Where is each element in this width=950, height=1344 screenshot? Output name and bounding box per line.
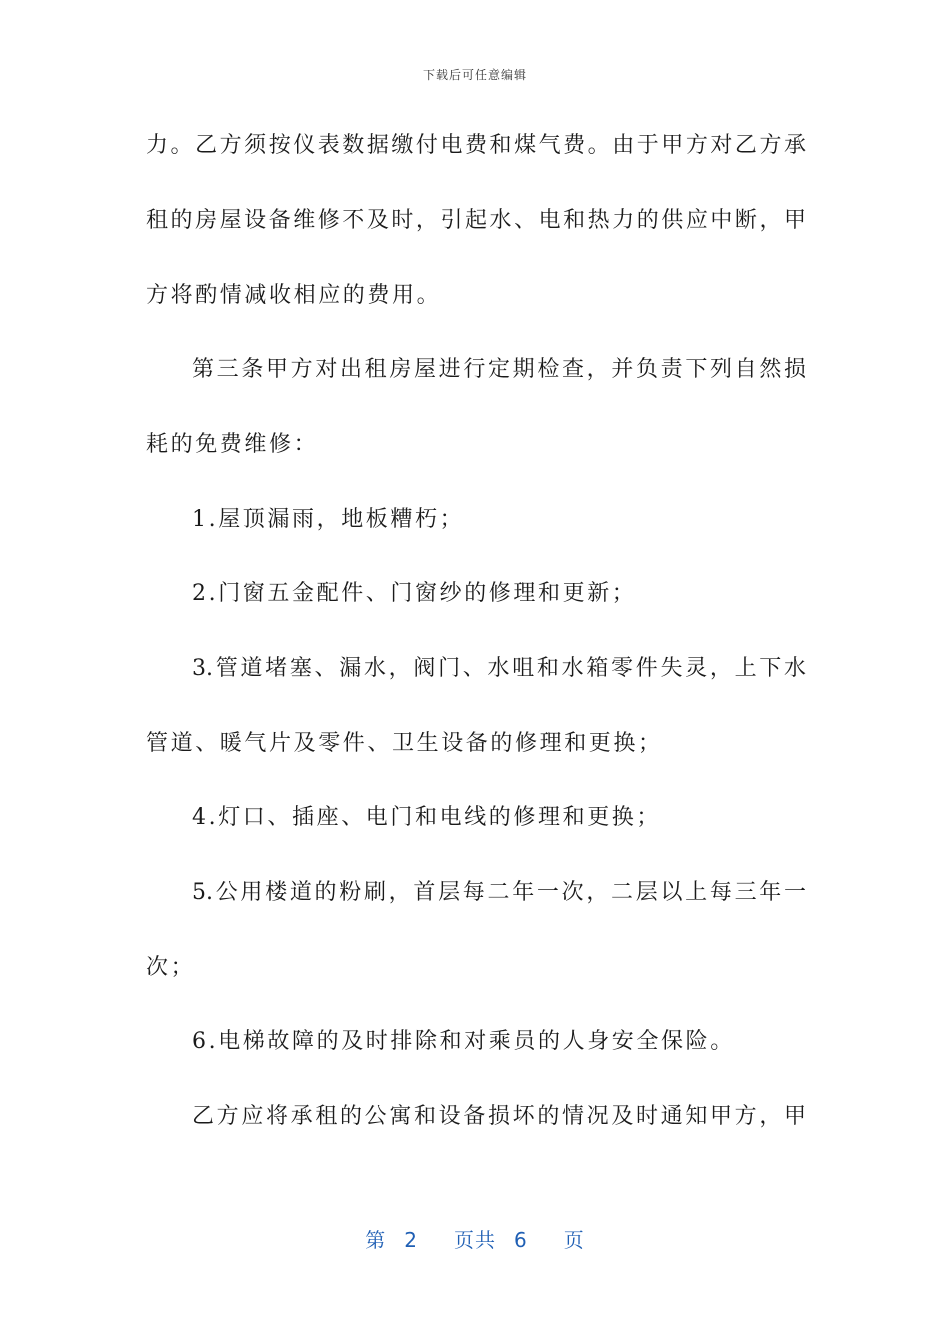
list-item-2: 2.门窗五金配件、门窗纱的修理和更新； [192,581,637,606]
list-item-6: 6.电梯故障的及时排除和对乘员的人身安全保险。 [192,1029,735,1054]
footer-mid: 页共 [454,1228,496,1252]
text-line-4: 第三条甲方对出租房屋进行定期检查，并负责下列自然损 [192,357,806,382]
total-pages-number: 6 [514,1228,528,1252]
list-item-4: 4.灯口、插座、电门和电线的修理和更换； [192,805,661,830]
footer-suffix: 页 [563,1228,585,1252]
list-item-3: 3.管道堵塞、漏水，阀门、水咀和水箱零件失灵，上下水 [192,656,806,681]
current-page-number: 2 [404,1228,418,1252]
list-item-5-cont: 次； [146,955,196,980]
text-line-2: 租的房屋设备维修不及时，引起水、电和热力的供应中断，甲 [146,208,806,233]
list-item-1: 1.屋顶漏雨，地板糟朽； [192,507,465,532]
text-line-3: 方将酌情减收相应的费用。 [146,283,442,308]
page-footer [0,1224,950,1253]
list-item-5: 5.公用楼道的粉刷，首层每二年一次，二层以上每三年一 [192,880,806,905]
list-item-3-cont: 管道、暖气片及零件、卫生设备的修理和更换； [146,731,663,756]
page-header: 下载后可任意编辑 [422,68,527,82]
footer-prefix: 第 [365,1228,387,1252]
text-line-last: 乙方应将承租的公寓和设备损坏的情况及时通知甲方，甲 [192,1104,806,1129]
text-line-1: 力。乙方须按仪表数据缴付电费和煤气费。由于甲方对乙方承 [146,133,806,158]
text-line-5: 耗的免费维修： [146,432,319,457]
